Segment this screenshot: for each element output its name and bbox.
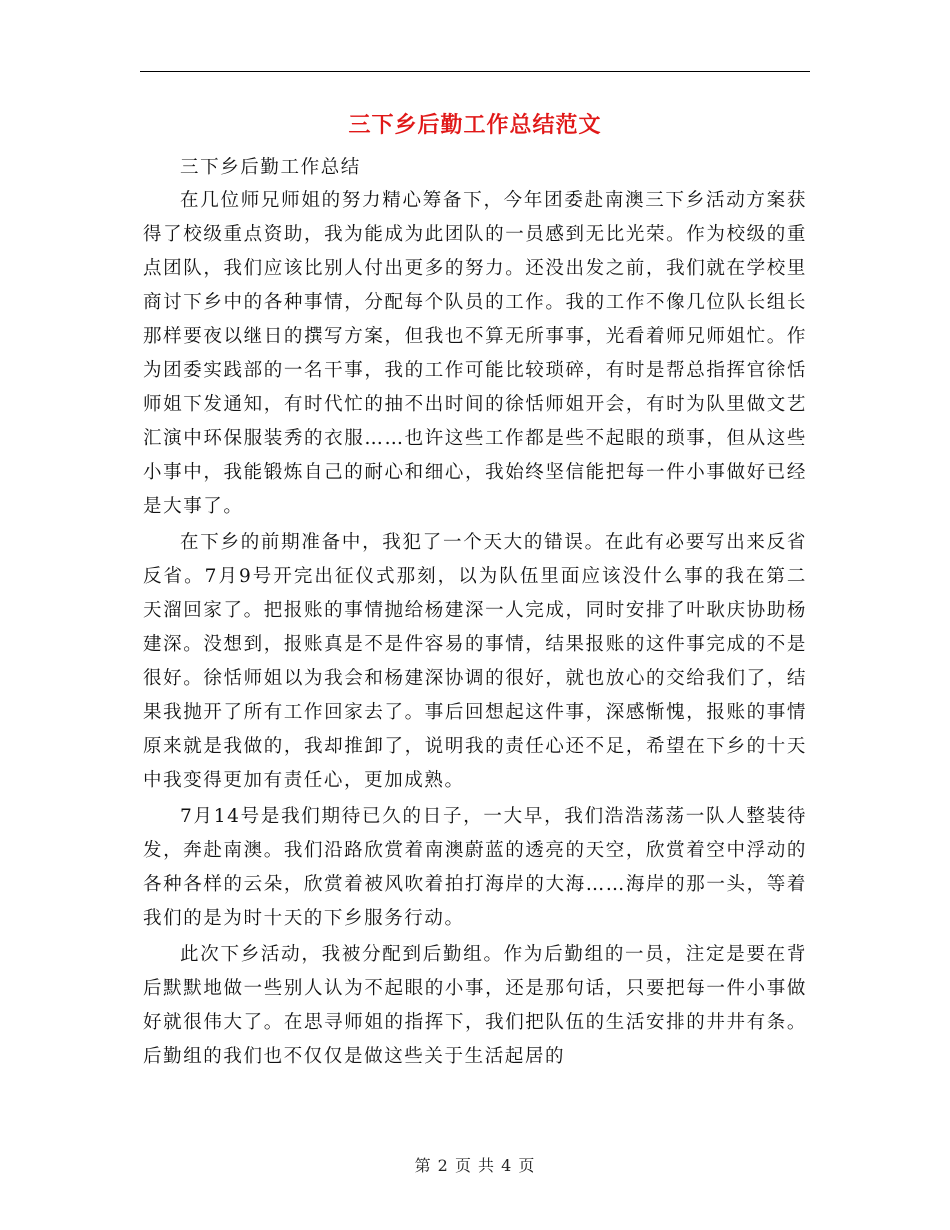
body-paragraph: 此次下乡活动，我被分配到后勤组。作为后勤组的一员，注定是要在背后默默地做一些别人认为不起眼的小事，还是那句话，只要把每一件小事做好就很伟大了。在思寻师姐的指挥下，我们把队伍的生活安排的井井有条。后勤组的我们也不仅仅是做这些关于生活起居的 — [143, 944, 807, 1067]
document-body — [143, 151, 807, 1076]
body-paragraph: 7月14号是我们期待已久的日子，一大早，我们浩浩荡荡一队人整装待发，奔赴南澳。我们沿路欣赏着南澳蔚蓝的透亮的天空，欣赏着空中浮动的各种各样的云朵，欣赏着被风吹着拍打海岸的大海……海岸的那一头，等着我们的是为时十天的下乡服务行动。 — [143, 806, 807, 929]
body-paragraph: 在几位师兄师姐的努力精心筹备下，今年团委赴南澳三下乡活动方案获得了校级重点资助，我为能成为此团队的一员感到无比光荣。作为校级的重点团队，我们应该比别人付出更多的努力。还没出发之前，我们就在学校里商讨下乡中的各种事情，分配每个队员的工作。我的工作不像几位队长组长那样要夜以继日的撰写方案，但我也不算无所事事，光看着师兄师姐忙。作为团委实践部的一名干事，我的工作可能比较琐碎，有时是帮总指挥官徐恬师姐下发通知，有时代忙的抽不出时间的徐恬师姐开会，有时为队里做文艺汇演中环保服装秀的衣服……也许这些工作都是些不起眼的琐事，但从这些小事中，我能锻炼自己的耐心和细心，我始终坚信能把每一件小事做好已经是大事了。 — [143, 190, 807, 517]
page-number: 第 2 页 共 4 页 — [414, 1156, 536, 1175]
header-rule — [140, 71, 810, 72]
document-title: 三下乡后勤工作总结范文 — [348, 112, 602, 138]
document-subtitle: 三下乡后勤工作总结 — [180, 157, 361, 178]
body-paragraph: 在下乡的前期准备中，我犯了一个天大的错误。在此有必要写出来反省反省。7月9号开完出征仪式那刻，以为队伍里面应该没什么事的我在第二天溜回家了。把报账的事情抛给杨建深一人完成，同时安排了叶耿庆协助杨建深。没想到，报账真是不是件容易的事情，结果报账的这件事完成的不是很好。徐恬师姐以为我会和杨建深协调的很好，就也放心的交给我们了，结果我抛开了所有工作回家去了。事后回想起这件事，深感惭愧，报账的事情原来就是我做的，我却推卸了，说明我的责任心还不足，希望在下乡的十天中我变得更加有责任心，更加成熟。 — [143, 532, 807, 791]
